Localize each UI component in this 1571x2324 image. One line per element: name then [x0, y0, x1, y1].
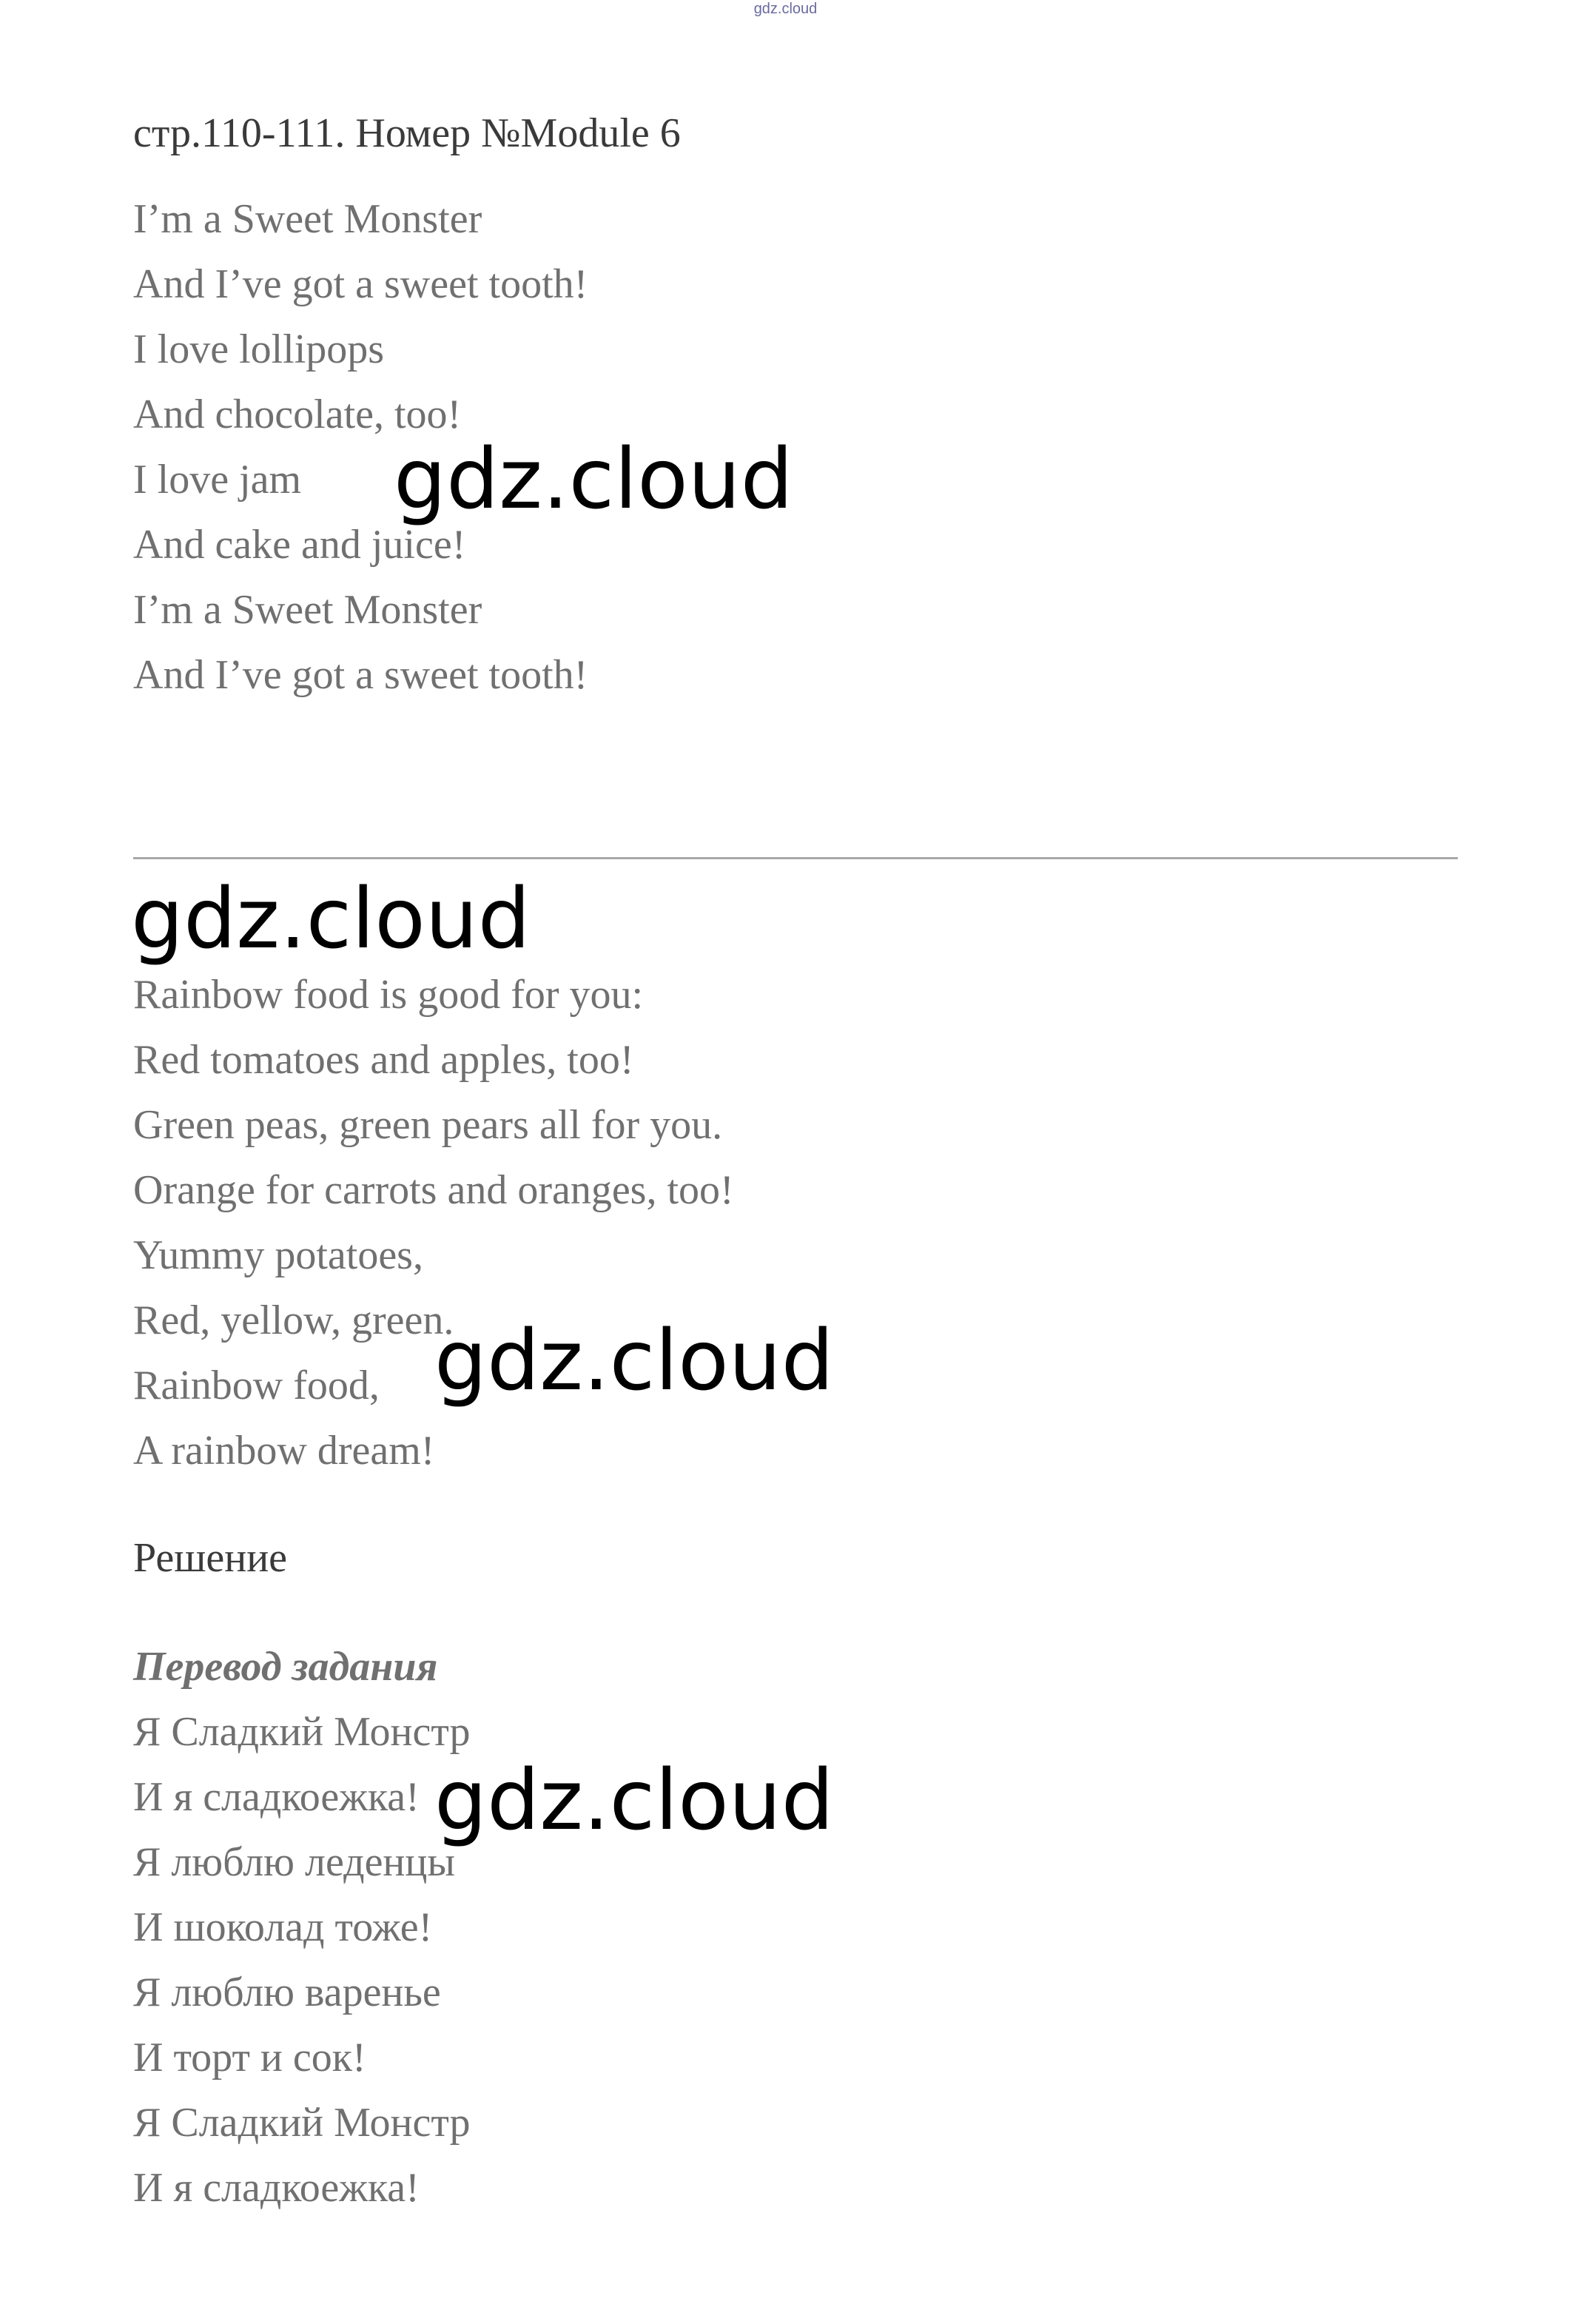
section-divider	[133, 857, 1458, 859]
translation-line: Я Сладкий Монстр	[133, 2100, 471, 2146]
poem-sweet-monster	[133, 187, 1458, 708]
translation-line: Я люблю леденцы	[133, 1839, 455, 1885]
translation-heading: Перевод задания	[133, 1644, 438, 1690]
document-page	[133, 96, 1458, 708]
poem-line: I’m a Sweet Monster	[133, 196, 482, 242]
poem-line: Orange for carrots and oranges, too!	[133, 1167, 734, 1213]
poem-line: Red, yellow, green.	[133, 1297, 454, 1343]
poem-line: Rainbow food is good for you:	[133, 972, 644, 1018]
watermark: gdz.cloud	[394, 431, 793, 528]
watermark: gdz.cloud	[131, 871, 531, 967]
poem-line: And chocolate, too!	[133, 392, 462, 437]
top-watermark-label: gdz.cloud	[753, 1, 818, 17]
translation-line: И шоколад тоже!	[133, 1904, 433, 1950]
translation-poem	[133, 1699, 471, 2220]
poem-line: And I’ve got a sweet tooth!	[133, 652, 588, 698]
poem-line: Yummy potatoes,	[133, 1232, 423, 1278]
translation-line: И торт и сок!	[133, 2035, 366, 2080]
translation-line: Я люблю варенье	[133, 1969, 441, 2015]
poem-line: Green peas, green pears all for you.	[133, 1102, 723, 1148]
poem-line: A rainbow dream!	[133, 1428, 435, 1474]
poem-line: And cake and juice!	[133, 522, 466, 568]
translation-line: Я Сладкий Монстр	[133, 1709, 471, 1755]
poem-line: I love lollipops	[133, 326, 385, 372]
page-title: стр.110-111. Номер №Module 6	[133, 110, 681, 156]
poem-line: And I’ve got a sweet tooth!	[133, 261, 588, 307]
watermark: gdz.cloud	[434, 1753, 834, 1849]
translation-line: И я сладкоежка!	[133, 1774, 420, 1820]
translation-line: И я сладкоежка!	[133, 2165, 420, 2211]
watermark: gdz.cloud	[434, 1313, 834, 1409]
poem-line: I’m a Sweet Monster	[133, 587, 482, 633]
poem-line: Rainbow food,	[133, 1363, 380, 1408]
poem-line: Red tomatoes and apples, too!	[133, 1037, 634, 1083]
solution-label: Решение	[133, 1535, 288, 1581]
poem-line: I love jam	[133, 457, 302, 503]
